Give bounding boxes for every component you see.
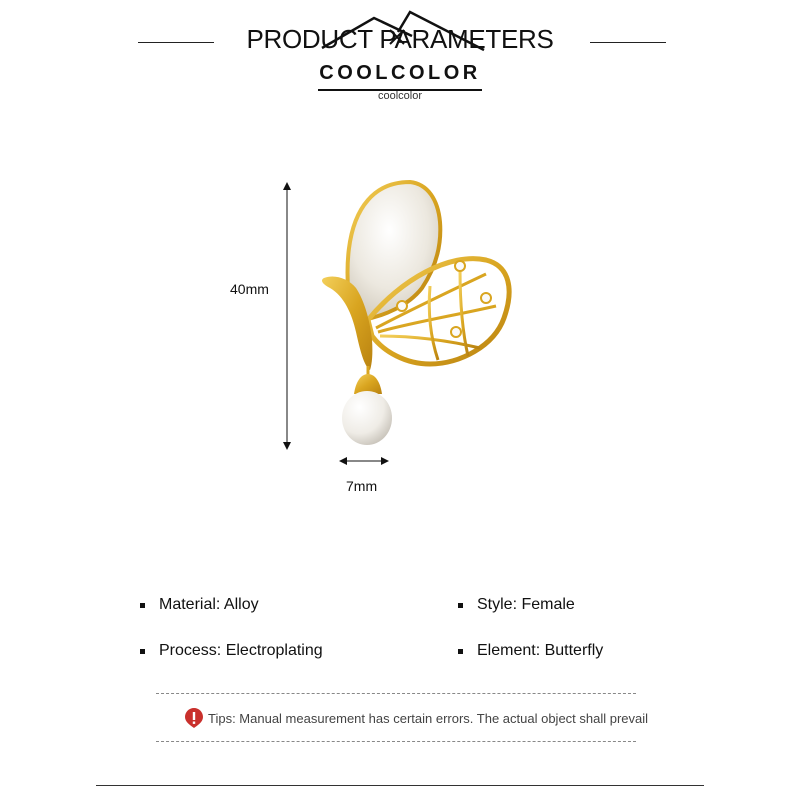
tip-notice [184, 707, 648, 729]
spec-material-label: Material: Alloy [159, 596, 259, 613]
spec-process [140, 642, 323, 660]
tip-divider-top [156, 693, 636, 694]
tip-text: Tips: Manual measurement has certain errors. The actual object shall prevail [208, 710, 649, 726]
spec-process-label: Process: Electroplating [159, 642, 323, 659]
spec-style-label: Style: Female [477, 596, 575, 613]
width-dimension-arrow [338, 455, 390, 467]
header-rule-right [590, 42, 666, 43]
width-dimension-label: 7mm [346, 478, 378, 494]
page-title: PRODUCT PARAMETERS [246, 24, 554, 54]
height-dimension-label: 40mm [230, 281, 269, 297]
brand-logo-text: COOLCOLOR [319, 62, 481, 84]
tip-divider-bottom [156, 741, 636, 742]
spec-element [458, 642, 603, 660]
brand-subtitle: coolcolor [377, 90, 423, 102]
spec-style [458, 596, 575, 614]
spec-material [140, 596, 259, 614]
spec-element-label: Element: Butterfly [477, 642, 604, 659]
bullet-icon [140, 649, 145, 654]
height-dimension-arrow [280, 180, 294, 452]
roof-logo-icon [318, 10, 488, 54]
footer-rule [96, 785, 704, 786]
bullet-icon [458, 649, 463, 654]
bullet-icon [140, 603, 145, 608]
warning-icon [184, 707, 204, 729]
butterfly-pearl-brooch-illustration [310, 170, 520, 450]
bullet-icon [458, 603, 463, 608]
